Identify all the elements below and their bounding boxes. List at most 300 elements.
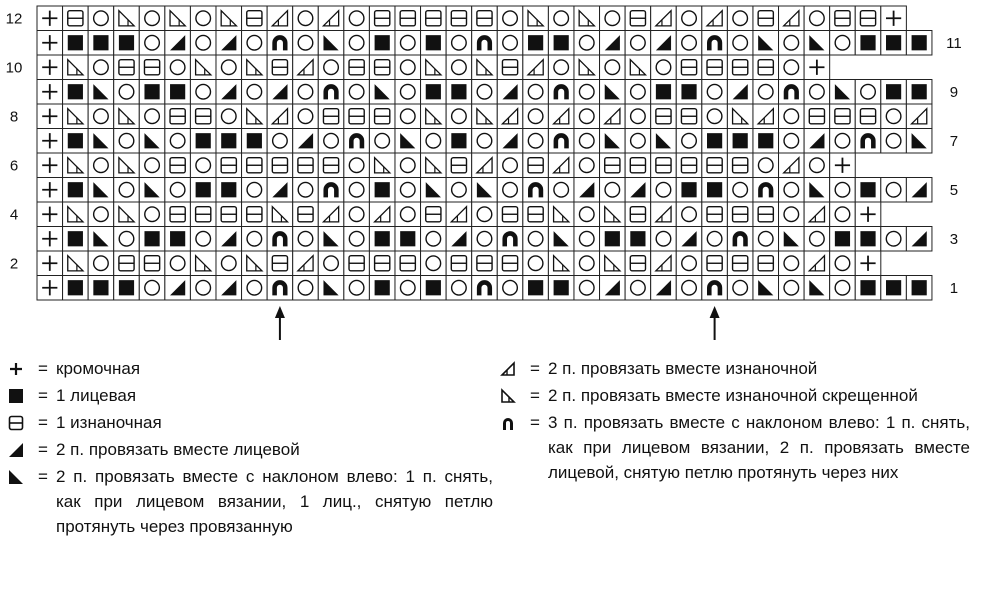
yarn-over-icon: [190, 80, 216, 105]
yarn-over-icon: [395, 178, 421, 203]
legend-item-p2tog-tbl: [500, 383, 970, 408]
knit-stitch-icon: [906, 276, 932, 301]
yarn-over-icon: [727, 6, 753, 31]
knit-stitch-icon: [830, 227, 856, 252]
yarn-over-icon: [421, 129, 447, 154]
ssk-icon: [804, 31, 830, 56]
yarn-over-icon: [702, 227, 728, 252]
yarn-over-icon: [395, 202, 421, 227]
purl-stitch-icon: [855, 6, 881, 31]
p2tog-tbl-icon: [548, 251, 574, 276]
purl-stitch-icon: [625, 153, 651, 178]
yarn-over-icon: [344, 31, 370, 56]
purl-stitch-icon: [600, 153, 626, 178]
ssk-icon: [8, 464, 30, 489]
purl-stitch-icon: [318, 153, 344, 178]
legend-equals: =: [530, 386, 540, 405]
p2tog-tbl-icon: [600, 202, 626, 227]
yarn-over-icon: [600, 178, 626, 203]
purl-stitch-icon: [421, 6, 447, 31]
p2tog-icon: [779, 6, 805, 31]
row-number-left: 6: [9, 157, 19, 175]
row-number-left: 10: [5, 59, 23, 77]
legend-text: 3 п. провязать вместе с наклоном влево: 1 п. снять, как при лицевом вязании, 2 п. провязать вместе лицевой, снятую петлю протянуть через них: [548, 413, 970, 482]
purl-stitch-icon: [446, 251, 472, 276]
yarn-over-icon: [446, 31, 472, 56]
purl-stitch-icon: [63, 6, 89, 31]
sk2p-icon: [548, 80, 574, 105]
yarn-over-icon: [293, 104, 319, 129]
knit-stitch-icon: [855, 227, 881, 252]
edge-stitch-icon: [37, 129, 63, 154]
purl-stitch-icon: [702, 153, 728, 178]
yarn-over-icon: [395, 276, 421, 301]
knit-stitch-icon: [855, 178, 881, 203]
yarn-over-icon: [395, 104, 421, 129]
k2tog-icon: [600, 31, 626, 56]
legend-right: [500, 356, 970, 487]
yarn-over-icon: [88, 251, 114, 276]
knit-stitch-icon: [395, 227, 421, 252]
purl-stitch-icon: [421, 202, 447, 227]
p2tog-tbl-icon: [600, 251, 626, 276]
legend-item-sk2p: [500, 410, 970, 485]
legend-equals: =: [38, 386, 48, 405]
legend-item-ssk: [8, 464, 493, 539]
edge-stitch-icon: [855, 202, 881, 227]
yarn-over-icon: [267, 129, 293, 154]
purl-stitch-icon: [190, 104, 216, 129]
k2tog-icon: [804, 129, 830, 154]
sk2p-icon: [702, 31, 728, 56]
k2tog-icon: [165, 276, 191, 301]
k2tog-icon: [216, 31, 242, 56]
yarn-over-icon: [779, 55, 805, 80]
repeat-arrow-2: [710, 306, 720, 340]
yarn-over-icon: [574, 80, 600, 105]
p2tog-icon: [318, 6, 344, 31]
legend-item-knit: [8, 383, 493, 408]
yarn-over-icon: [753, 80, 779, 105]
sk2p-icon: [500, 410, 522, 435]
knit-stitch-icon: [421, 80, 447, 105]
yarn-over-icon: [804, 6, 830, 31]
purl-stitch-icon: [267, 251, 293, 276]
ssk-icon: [804, 178, 830, 203]
k2tog-icon: [216, 227, 242, 252]
ssk-icon: [779, 227, 805, 252]
yarn-over-icon: [830, 178, 856, 203]
k2tog-icon: [727, 80, 753, 105]
p2tog-tbl-icon: [421, 104, 447, 129]
legend-text: 2 п. провязать вместе изнаночной: [548, 359, 818, 378]
edge-stitch-icon: [37, 251, 63, 276]
yarn-over-icon: [676, 129, 702, 154]
yarn-over-icon: [548, 178, 574, 203]
p2tog-tbl-icon: [63, 55, 89, 80]
yarn-over-icon: [344, 178, 370, 203]
yarn-over-icon: [574, 276, 600, 301]
purl-stitch-icon: [165, 104, 191, 129]
yarn-over-icon: [242, 276, 268, 301]
knit-stitch-icon: [727, 129, 753, 154]
yarn-over-icon: [574, 202, 600, 227]
yarn-over-icon: [574, 104, 600, 129]
yarn-over-icon: [574, 153, 600, 178]
purl-stitch-icon: [651, 104, 677, 129]
p2tog-icon: [267, 104, 293, 129]
edge-stitch-icon: [855, 251, 881, 276]
knit-stitch-icon: [523, 31, 549, 56]
yarn-over-icon: [804, 227, 830, 252]
purl-stitch-icon: [753, 55, 779, 80]
repeat-arrow-1: [275, 306, 285, 340]
purl-stitch-icon: [344, 104, 370, 129]
edge-stitch-icon: [881, 6, 907, 31]
knit-stitch-icon: [165, 227, 191, 252]
yarn-over-icon: [421, 251, 447, 276]
k2tog-icon: [651, 276, 677, 301]
yarn-over-icon: [548, 55, 574, 80]
purl-stitch-icon: [753, 6, 779, 31]
legend-text: кромочная: [56, 359, 141, 378]
purl-stitch-icon: [523, 202, 549, 227]
yarn-over-icon: [472, 202, 498, 227]
purl-stitch-icon: [625, 202, 651, 227]
yarn-over-icon: [421, 227, 447, 252]
purl-stitch-icon: [114, 251, 140, 276]
k2tog-icon: [676, 227, 702, 252]
knit-stitch-icon: [369, 31, 395, 56]
knit-stitch-icon: [63, 31, 89, 56]
yarn-over-icon: [190, 227, 216, 252]
purl-stitch-icon: [676, 104, 702, 129]
knit-stitch-icon: [548, 31, 574, 56]
yarn-over-icon: [114, 227, 140, 252]
purl-stitch-icon: [267, 55, 293, 80]
purl-stitch-icon: [446, 153, 472, 178]
purl-stitch-icon: [344, 55, 370, 80]
yarn-over-icon: [651, 55, 677, 80]
purl-stitch-icon: [625, 6, 651, 31]
purl-stitch-icon: [727, 251, 753, 276]
p2tog-icon: [500, 356, 522, 381]
knit-stitch-icon: [190, 178, 216, 203]
p2tog-tbl-icon: [421, 153, 447, 178]
purl-stitch-icon: [855, 104, 881, 129]
yarn-over-icon: [344, 227, 370, 252]
p2tog-tbl-icon: [625, 55, 651, 80]
yarn-over-icon: [727, 276, 753, 301]
legend-equals: =: [38, 359, 48, 378]
p2tog-icon: [369, 202, 395, 227]
p2tog-icon: [293, 251, 319, 276]
p2tog-icon: [497, 104, 523, 129]
p2tog-tbl-icon: [523, 6, 549, 31]
yarn-over-icon: [88, 6, 114, 31]
purl-stitch-icon: [830, 6, 856, 31]
p2tog-icon: [318, 202, 344, 227]
knit-stitch-icon: [139, 227, 165, 252]
p2tog-tbl-icon: [190, 251, 216, 276]
yarn-over-icon: [600, 6, 626, 31]
purl-stitch-icon: [753, 251, 779, 276]
k2tog-icon: [651, 31, 677, 56]
p2tog-tbl-icon: [242, 251, 268, 276]
purl-stitch-icon: [293, 153, 319, 178]
p2tog-tbl-icon: [472, 104, 498, 129]
legend-equals: =: [38, 413, 48, 432]
edge-stitch-icon: [804, 55, 830, 80]
yarn-over-icon: [318, 251, 344, 276]
purl-stitch-icon: [165, 153, 191, 178]
yarn-over-icon: [139, 276, 165, 301]
p2tog-tbl-icon: [421, 55, 447, 80]
yarn-over-icon: [523, 80, 549, 105]
sk2p-icon: [472, 31, 498, 56]
yarn-over-icon: [139, 31, 165, 56]
yarn-over-icon: [881, 129, 907, 154]
yarn-over-icon: [114, 80, 140, 105]
chart-grid: [37, 6, 932, 300]
legend-text: 2 п. провязать вместе лицевой: [56, 440, 300, 459]
k2tog-icon: [8, 437, 30, 462]
yarn-over-icon: [574, 31, 600, 56]
k2tog-icon: [293, 129, 319, 154]
yarn-over-icon: [395, 153, 421, 178]
p2tog-icon: [600, 104, 626, 129]
knit-stitch-icon: [676, 178, 702, 203]
yarn-over-icon: [139, 6, 165, 31]
knit-stitch-icon: [63, 227, 89, 252]
p2tog-tbl-icon: [114, 104, 140, 129]
p2tog-icon: [267, 6, 293, 31]
sk2p-icon: [318, 80, 344, 105]
purl-stitch-icon: [472, 6, 498, 31]
p2tog-tbl-icon: [114, 202, 140, 227]
knit-stitch-icon: [88, 31, 114, 56]
ssk-icon: [651, 129, 677, 154]
purl-stitch-icon: [446, 6, 472, 31]
row-number-right: 11: [946, 34, 962, 52]
yarn-over-icon: [497, 276, 523, 301]
purl-stitch-icon: [369, 251, 395, 276]
purl-stitch-icon: [139, 55, 165, 80]
p2tog-tbl-icon: [63, 104, 89, 129]
purl-stitch-icon: [216, 202, 242, 227]
k2tog-icon: [165, 31, 191, 56]
yarn-over-icon: [830, 276, 856, 301]
legend-equals: =: [38, 467, 48, 486]
yarn-over-icon: [855, 80, 881, 105]
ssk-icon: [369, 80, 395, 105]
knit-stitch-icon: [369, 276, 395, 301]
yarn-over-icon: [216, 104, 242, 129]
yarn-over-icon: [446, 178, 472, 203]
knit-stitch-icon: [855, 276, 881, 301]
yarn-over-icon: [804, 153, 830, 178]
sk2p-icon: [523, 178, 549, 203]
purl-stitch-icon: [395, 6, 421, 31]
purl-stitch-icon: [523, 153, 549, 178]
row-number-left: 4: [9, 206, 19, 224]
ssk-icon: [753, 31, 779, 56]
sk2p-icon: [267, 227, 293, 252]
yarn-over-icon: [395, 31, 421, 56]
p2tog-icon: [804, 202, 830, 227]
ssk-icon: [600, 80, 626, 105]
yarn-over-icon: [88, 153, 114, 178]
purl-stitch-icon: [651, 153, 677, 178]
k2tog-icon: [497, 129, 523, 154]
legend-item-k2tog: [8, 437, 493, 462]
yarn-over-icon: [293, 6, 319, 31]
yarn-over-icon: [574, 227, 600, 252]
knit-stitch-icon: [702, 178, 728, 203]
p2tog-tbl-icon: [727, 104, 753, 129]
knit-stitch-icon: [446, 129, 472, 154]
p2tog-icon: [446, 202, 472, 227]
p2tog-tbl-icon: [242, 104, 268, 129]
yarn-over-icon: [574, 129, 600, 154]
knit-stitch-icon: [114, 276, 140, 301]
purl-stitch-icon: [702, 251, 728, 276]
sk2p-icon: [267, 31, 293, 56]
knit-stitch-icon: [753, 129, 779, 154]
yarn-over-icon: [165, 129, 191, 154]
yarn-over-icon: [216, 251, 242, 276]
legend-text: 2 п. провязать вместе с наклоном влево: 1 п. снять, как при лицевом вязании, 1 лиц., снятую петлю протянуть через провязанную: [56, 467, 493, 536]
yarn-over-icon: [497, 6, 523, 31]
yarn-over-icon: [881, 104, 907, 129]
edge-stitch-icon: [830, 153, 856, 178]
yarn-over-icon: [523, 129, 549, 154]
row-number-right: 5: [949, 181, 959, 199]
legend-item-p2tog: [500, 356, 970, 381]
yarn-over-icon: [472, 129, 498, 154]
yarn-over-icon: [497, 153, 523, 178]
p2tog-tbl-icon: [216, 6, 242, 31]
legend-equals: =: [530, 413, 540, 432]
row-number-left: 12: [5, 10, 23, 28]
yarn-over-icon: [395, 55, 421, 80]
edge-stitch-icon: [8, 356, 30, 381]
row-number-right: 9: [949, 83, 959, 101]
purl-stitch-icon: [676, 153, 702, 178]
knit-stitch-icon: [446, 80, 472, 105]
k2tog-icon: [267, 80, 293, 105]
yarn-over-icon: [779, 276, 805, 301]
p2tog-tbl-icon: [190, 55, 216, 80]
legend-equals: =: [38, 440, 48, 459]
knit-stitch-icon: [216, 178, 242, 203]
k2tog-icon: [497, 80, 523, 105]
knit-stitch-icon: [625, 227, 651, 252]
repeat-arrows: [275, 306, 720, 340]
yarn-over-icon: [625, 129, 651, 154]
p2tog-tbl-icon: [63, 251, 89, 276]
p2tog-tbl-icon: [548, 202, 574, 227]
purl-stitch-icon: [727, 55, 753, 80]
purl-stitch-icon: [727, 202, 753, 227]
p2tog-tbl-icon: [242, 55, 268, 80]
p2tog-icon: [906, 104, 932, 129]
k2tog-icon: [906, 227, 932, 252]
edge-stitch-icon: [37, 55, 63, 80]
ssk-icon: [600, 129, 626, 154]
yarn-over-icon: [523, 227, 549, 252]
p2tog-tbl-icon: [63, 202, 89, 227]
p2tog-icon: [651, 202, 677, 227]
knit-stitch-icon: [114, 31, 140, 56]
yarn-over-icon: [165, 55, 191, 80]
yarn-over-icon: [702, 104, 728, 129]
yarn-over-icon: [830, 31, 856, 56]
yarn-over-icon: [139, 153, 165, 178]
p2tog-tbl-icon: [500, 383, 522, 408]
ssk-icon: [88, 178, 114, 203]
edge-stitch-icon: [37, 227, 63, 252]
ssk-icon: [472, 178, 498, 203]
yarn-over-icon: [497, 178, 523, 203]
purl-stitch-icon: [293, 202, 319, 227]
yarn-over-icon: [446, 276, 472, 301]
p2tog-icon: [472, 153, 498, 178]
k2tog-icon: [906, 178, 932, 203]
yarn-over-icon: [804, 80, 830, 105]
ssk-icon: [318, 227, 344, 252]
yarn-over-icon: [114, 178, 140, 203]
yarn-over-icon: [293, 227, 319, 252]
legend-item-purl: [8, 410, 493, 435]
yarn-over-icon: [190, 31, 216, 56]
sk2p-icon: [702, 276, 728, 301]
knit-stitch-icon: [369, 227, 395, 252]
yarn-over-icon: [242, 227, 268, 252]
ssk-icon: [395, 129, 421, 154]
purl-stitch-icon: [242, 202, 268, 227]
knit-stitch-icon: [881, 80, 907, 105]
knit-stitch-icon: [702, 129, 728, 154]
sk2p-icon: [727, 227, 753, 252]
p2tog-icon: [753, 104, 779, 129]
yarn-over-icon: [625, 104, 651, 129]
purl-stitch-icon: [216, 153, 242, 178]
edge-stitch-icon: [37, 153, 63, 178]
yarn-over-icon: [881, 227, 907, 252]
yarn-over-icon: [779, 31, 805, 56]
knit-stitch-icon: [600, 227, 626, 252]
purl-stitch-icon: [318, 104, 344, 129]
purl-stitch-icon: [497, 55, 523, 80]
purl-stitch-icon: [190, 202, 216, 227]
yarn-over-icon: [779, 104, 805, 129]
ssk-icon: [548, 227, 574, 252]
yarn-over-icon: [625, 31, 651, 56]
knit-stitch-icon: [906, 80, 932, 105]
ssk-icon: [804, 276, 830, 301]
ssk-icon: [88, 80, 114, 105]
sk2p-icon: [497, 227, 523, 252]
legend-left: [8, 356, 493, 541]
legend-text: 1 лицевая: [56, 386, 137, 405]
yarn-over-icon: [472, 227, 498, 252]
purl-stitch-icon: [702, 202, 728, 227]
p2tog-tbl-icon: [114, 153, 140, 178]
ssk-icon: [421, 178, 447, 203]
knit-stitch-icon: [548, 276, 574, 301]
legend-equals: =: [530, 359, 540, 378]
